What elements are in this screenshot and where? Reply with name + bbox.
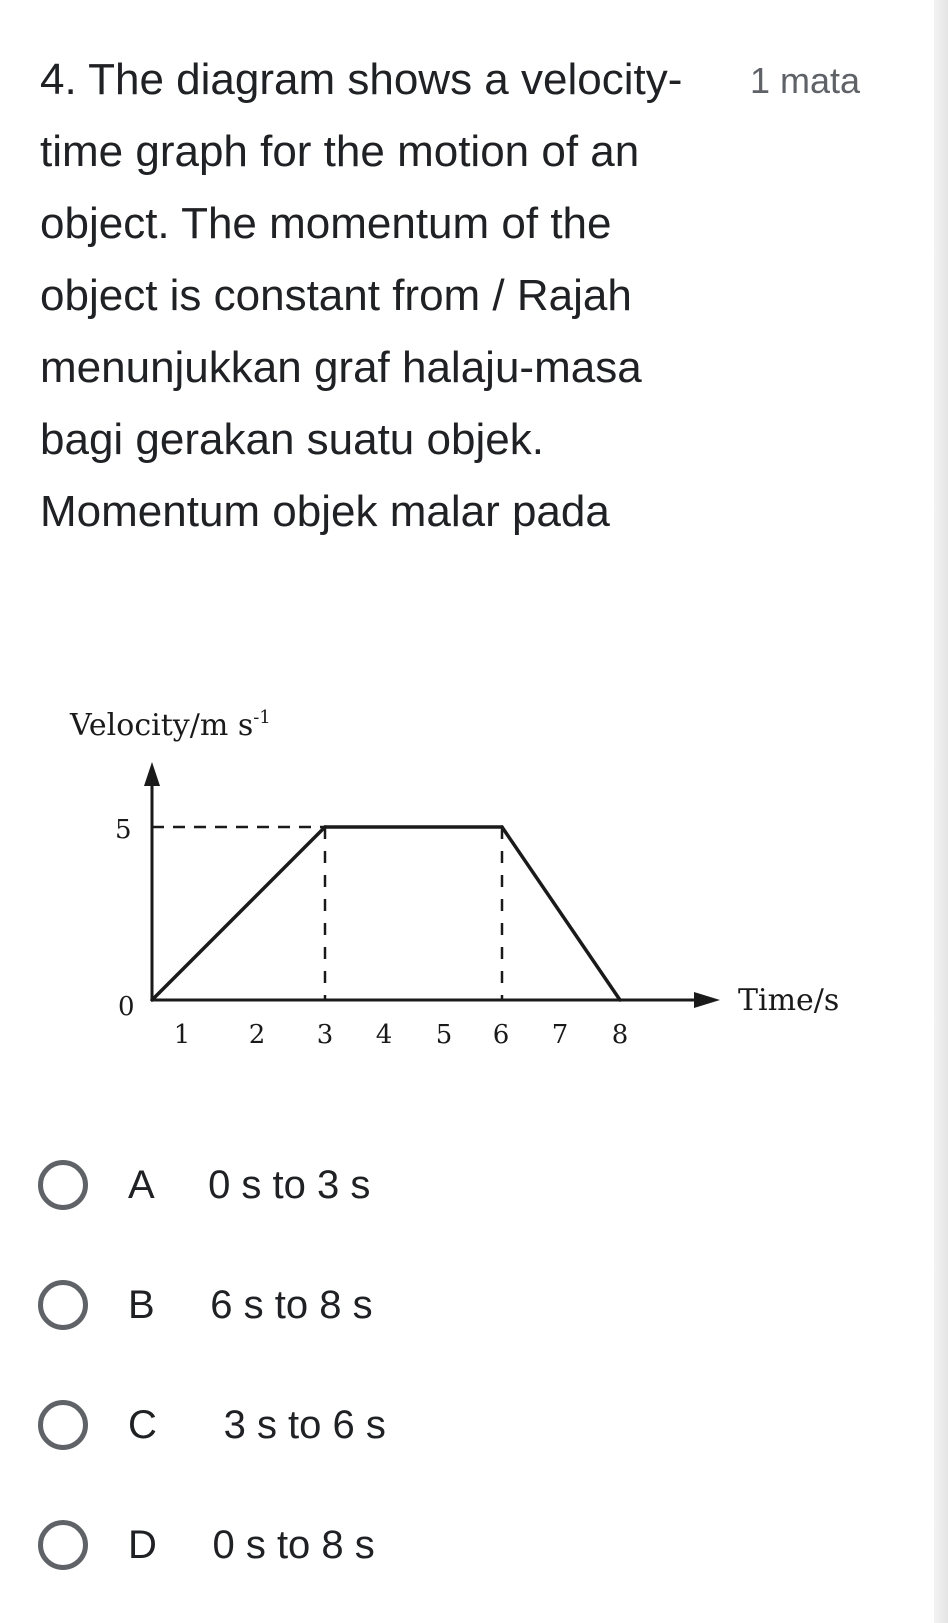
- radio-button[interactable]: [38, 1160, 88, 1210]
- x-tick-label: 6: [492, 1020, 510, 1050]
- option-c[interactable]: [38, 1365, 898, 1485]
- series-segment: [502, 827, 620, 1000]
- x-tick-label: 2: [248, 1020, 266, 1050]
- x-tick-label: 8: [611, 1020, 629, 1050]
- option-label: C 3 s to 6 s: [128, 1402, 386, 1447]
- x-tick-label: 4: [375, 1020, 393, 1050]
- option-label: B 6 s to 8 s: [128, 1282, 373, 1327]
- radio-button[interactable]: [38, 1280, 88, 1330]
- velocity-series: [152, 827, 620, 1000]
- velocity-time-graph: [60, 700, 860, 1090]
- answer-options: [38, 1125, 898, 1605]
- y-tick-label: 0: [118, 992, 135, 1022]
- radio-button[interactable]: [38, 1400, 88, 1450]
- option-label: A 0 s to 3 s: [128, 1162, 371, 1207]
- graph-svg: [60, 700, 860, 1090]
- series-segment: [152, 827, 325, 1000]
- x-tick-label: 5: [435, 1020, 453, 1050]
- y-axis-arrow-icon: [144, 762, 160, 786]
- y-axis-label: Velocity/m $s^{-1}$: [70, 707, 271, 743]
- option-b[interactable]: [38, 1245, 898, 1365]
- x-tick-label: 3: [316, 1020, 334, 1050]
- radio-button[interactable]: [38, 1520, 88, 1570]
- question-text: 4. The diagram shows a velocity-time graph for the motion of an object. The momentum of the object is constant from / Rajah menunjukkan graf halaju-masa bagi gerakan suatu objek. Momentum objek malar pada: [40, 55, 683, 536]
- option-a[interactable]: [38, 1125, 898, 1245]
- option-d[interactable]: [38, 1485, 898, 1605]
- screen-edge: [934, 0, 948, 1623]
- x-axis-arrow-icon: [694, 992, 720, 1008]
- x-axis-label: Time/s: [738, 983, 840, 1018]
- option-label: D 0 s to 8 s: [128, 1522, 375, 1567]
- x-tick-label: 1: [173, 1020, 191, 1050]
- y-tick-label: 5: [115, 815, 132, 845]
- x-tick-label: 7: [551, 1020, 569, 1050]
- question-points: 1 mata: [750, 60, 861, 101]
